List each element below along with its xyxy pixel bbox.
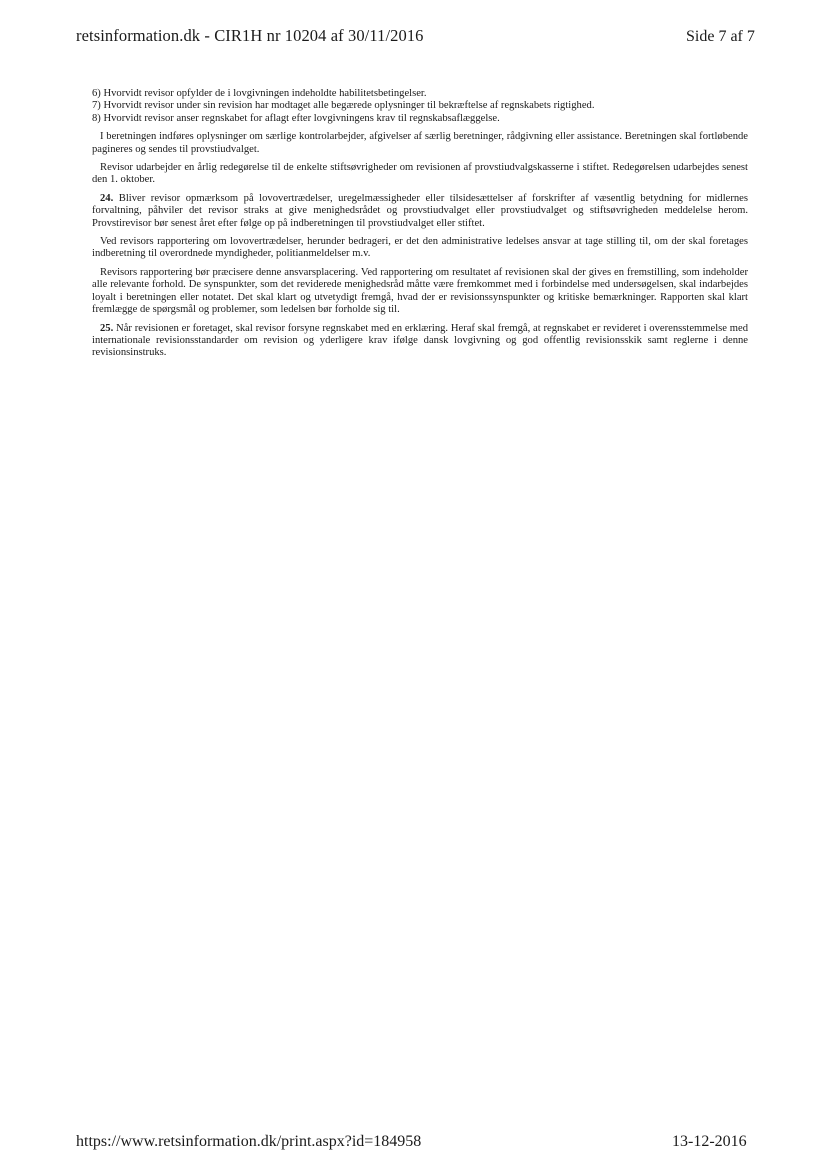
- document-body: [92, 88, 748, 366]
- paragraph-rapportering: Ved revisors rapportering om lovovertrædelser, herunder bedrageri, er det den administrative ledelses ansvar at tage stilling til, om der skal foretages indberetning til overordnede myndigheder, politianmeldelser m.v.: [92, 236, 748, 260]
- footer-url: https://www.retsinformation.dk/print.aspx?id=184958: [76, 1133, 422, 1150]
- footer-date: 13-12-2016: [672, 1133, 747, 1150]
- section-text: Når revisionen er foretaget, skal revisor forsyne regnskabet med en erklæring. Heraf skal fremgå, at regnskabet er revideret i overensstemmelse med internationale revisionsstandarder om revision og yderligere krav ifølge dansk lovgivning og god offentlig revisionsskik samt reglerne i denne revisionsinstruks.: [92, 322, 748, 359]
- list-item: 6) Hvorvidt revisor opfylder de i lovgivningen indeholdte habilitetsbetingelser.: [92, 88, 427, 99]
- paragraph-section-24: [92, 193, 748, 230]
- paragraph-section-25: [92, 323, 748, 360]
- section-number: 24.: [100, 192, 114, 204]
- list-item: 8) Hvorvidt revisor anser regnskabet for aflagt efter lovgivningens krav til regnskabsaflæggelse.: [92, 112, 500, 124]
- header-document-reference: retsinformation.dk - CIR1H nr 10204 af 30/11/2016: [76, 26, 424, 45]
- condition-list: [92, 88, 748, 125]
- list-item: 7) Hvorvidt revisor under sin revision har modtaget alle begærede oplysninger til bekræftelse af regnskabets rigtighed.: [92, 100, 595, 112]
- section-number: 25.: [100, 322, 114, 334]
- header-page-number: Side 7 af 7: [686, 28, 755, 45]
- paragraph-beretning: I beretningen indføres oplysninger om særlige kontrolarbejder, afgivelser af særlig beretninger, rådgivning eller assistance. Beretningen skal fortløbende pagineres og sendes til provstiudvalget.: [92, 131, 748, 155]
- section-text: Bliver revisor opmærksom på lovovertrædelser, uregelmæssigheder eller tilsidesættelser af forskrifter af væsentlig betydning for midlernes forvaltning, påhviler det revisor straks at give menighedsrådet og provstiudvalget eller provstiudvalget og stiftsøvrigheden meddelelse herom. Provstirevisor bør senest året efter følge op på indberetningen til provstiudvalget eller stiftet.: [92, 192, 748, 229]
- paragraph-redegorelse: Revisor udarbejder en årlig redegørelse til de enkelte stiftsøvrigheder om revisionen af provstiudvalgskasserne i stiftet. Redegørelsen udarbejdes senest den 1. oktober.: [92, 162, 748, 186]
- paragraph-ansvarsplacering: Revisors rapportering bør præcisere denne ansvarsplacering. Ved rapportering om resultatet af revisionen skal der gives en fremstilling, som indeholder alle relevante forhold. De synspunkter, som det reviderede menighedsråd måtte være fremkommet med i forbindelse med undersøgelsen, skal indarbejdes loyalt i beretningen eller notatet. Det skal klart og utvetydigt fremgå, hvad der er revisionssynspunkter og kritiske bemærkninger. Rapporten skal klart fremlægge de spørgsmål og problemer, som ledelsen bør forholde sig til.: [92, 266, 748, 316]
